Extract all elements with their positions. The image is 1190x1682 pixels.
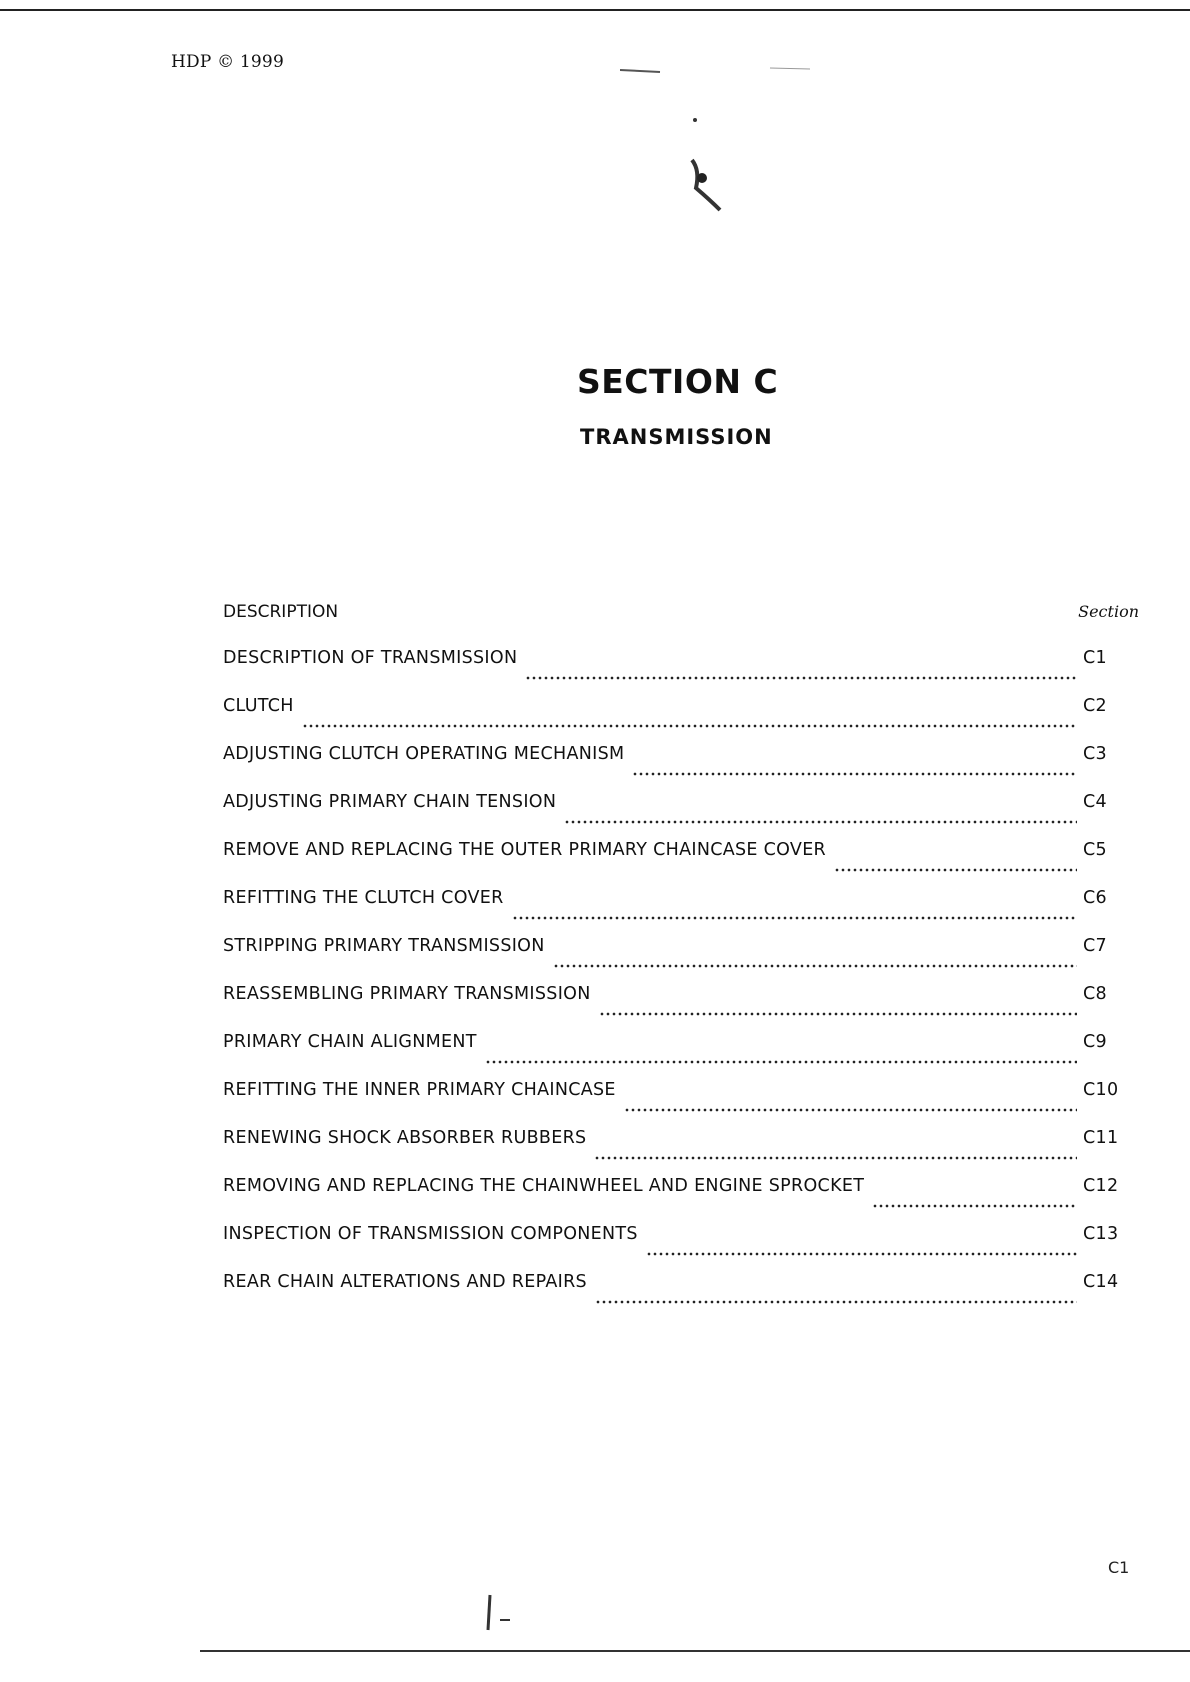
toc-entry-title: ADJUSTING PRIMARY CHAIN TENSION (223, 792, 557, 812)
toc-entry-title: DESCRIPTION OF TRANSMISSION (223, 648, 518, 668)
toc-entry (223, 648, 1123, 696)
toc-entry-section-ref: C1 (1083, 648, 1107, 668)
toc-entry-section-ref: C9 (1083, 1032, 1107, 1052)
toc-entry-section-ref: C6 (1083, 888, 1107, 908)
toc-entry (223, 840, 1123, 888)
toc-entry (223, 984, 1123, 1032)
toc-entry (223, 696, 1123, 744)
toc-column-description: DESCRIPTION (223, 602, 339, 622)
toc-entry (223, 1272, 1123, 1320)
toc-leader-dots (632, 759, 1077, 777)
scan-smudge-top (620, 60, 820, 220)
toc-entry (223, 1176, 1123, 1224)
section-title: SECTION C (577, 362, 779, 401)
toc-entry-title: REFITTING THE CLUTCH COVER (223, 888, 504, 908)
toc-entry-title: REFITTING THE INNER PRIMARY CHAINCASE (223, 1080, 616, 1100)
top-rule (0, 9, 1190, 11)
toc-entry (223, 936, 1123, 984)
toc-entry-title: REAR CHAIN ALTERATIONS AND REPAIRS (223, 1272, 587, 1292)
toc-entry-title: CLUTCH (223, 696, 294, 716)
toc-entry-title: PRIMARY CHAIN ALIGNMENT (223, 1032, 477, 1052)
toc-entry-section-ref: C8 (1083, 984, 1107, 1004)
scan-smudge-bottom (460, 1590, 520, 1640)
toc-entry (223, 888, 1123, 936)
toc-entry-section-ref: C10 (1083, 1080, 1119, 1100)
toc-header (223, 602, 1139, 626)
toc-entry-title: REASSEMBLING PRIMARY TRANSMISSION (223, 984, 591, 1004)
toc-entry-section-ref: C12 (1083, 1176, 1119, 1196)
toc-entry-section-ref: C5 (1083, 840, 1107, 860)
toc-entry-section-ref: C3 (1083, 744, 1107, 764)
toc-entry-section-ref: C13 (1083, 1224, 1119, 1244)
toc-entry-title: REMOVING AND REPLACING THE CHAINWHEEL AND ENGINE SPROCKET (223, 1176, 865, 1196)
toc-entry-section-ref: C2 (1083, 696, 1107, 716)
toc-leader-dots (525, 663, 1077, 681)
toc-leader-dots (512, 903, 1077, 921)
page-number: C1 (1108, 1558, 1130, 1577)
toc-entry (223, 744, 1123, 792)
toc-leader-dots (594, 1143, 1077, 1161)
toc-leader-dots (553, 951, 1077, 969)
toc-entry-title: REMOVE AND REPLACING THE OUTER PRIMARY CHAINCASE COVER (223, 840, 827, 860)
toc-leader-dots (485, 1047, 1077, 1065)
toc-entry-section-ref: C14 (1083, 1272, 1119, 1292)
toc-leader-dots (595, 1287, 1077, 1305)
toc-leader-dots (872, 1191, 1077, 1209)
toc-leader-dots (302, 711, 1077, 729)
bottom-rule (200, 1650, 1190, 1652)
toc-entry (223, 792, 1123, 840)
section-subtitle: TRANSMISSION (580, 425, 773, 449)
toc-leader-dots (834, 855, 1077, 873)
toc-entry (223, 1224, 1123, 1272)
toc-column-section: Section (1078, 602, 1139, 621)
toc-list (223, 648, 1123, 1320)
toc-entry (223, 1128, 1123, 1176)
toc-entry-title: STRIPPING PRIMARY TRANSMISSION (223, 936, 545, 956)
toc-leader-dots (624, 1095, 1077, 1113)
toc-leader-dots (646, 1239, 1077, 1257)
toc-entry-section-ref: C7 (1083, 936, 1107, 956)
copyright-notice: HDP © 1999 (171, 52, 284, 72)
toc-entry-section-ref: C4 (1083, 792, 1107, 812)
toc-entry (223, 1032, 1123, 1080)
toc-entry-title: ADJUSTING CLUTCH OPERATING MECHANISM (223, 744, 625, 764)
toc-entry-section-ref: C11 (1083, 1128, 1119, 1148)
toc-entry (223, 1080, 1123, 1128)
toc-leader-dots (564, 807, 1077, 825)
toc-entry-title: RENEWING SHOCK ABSORBER RUBBERS (223, 1128, 587, 1148)
toc-leader-dots (599, 999, 1077, 1017)
toc-entry-title: INSPECTION OF TRANSMISSION COMPONENTS (223, 1224, 638, 1244)
